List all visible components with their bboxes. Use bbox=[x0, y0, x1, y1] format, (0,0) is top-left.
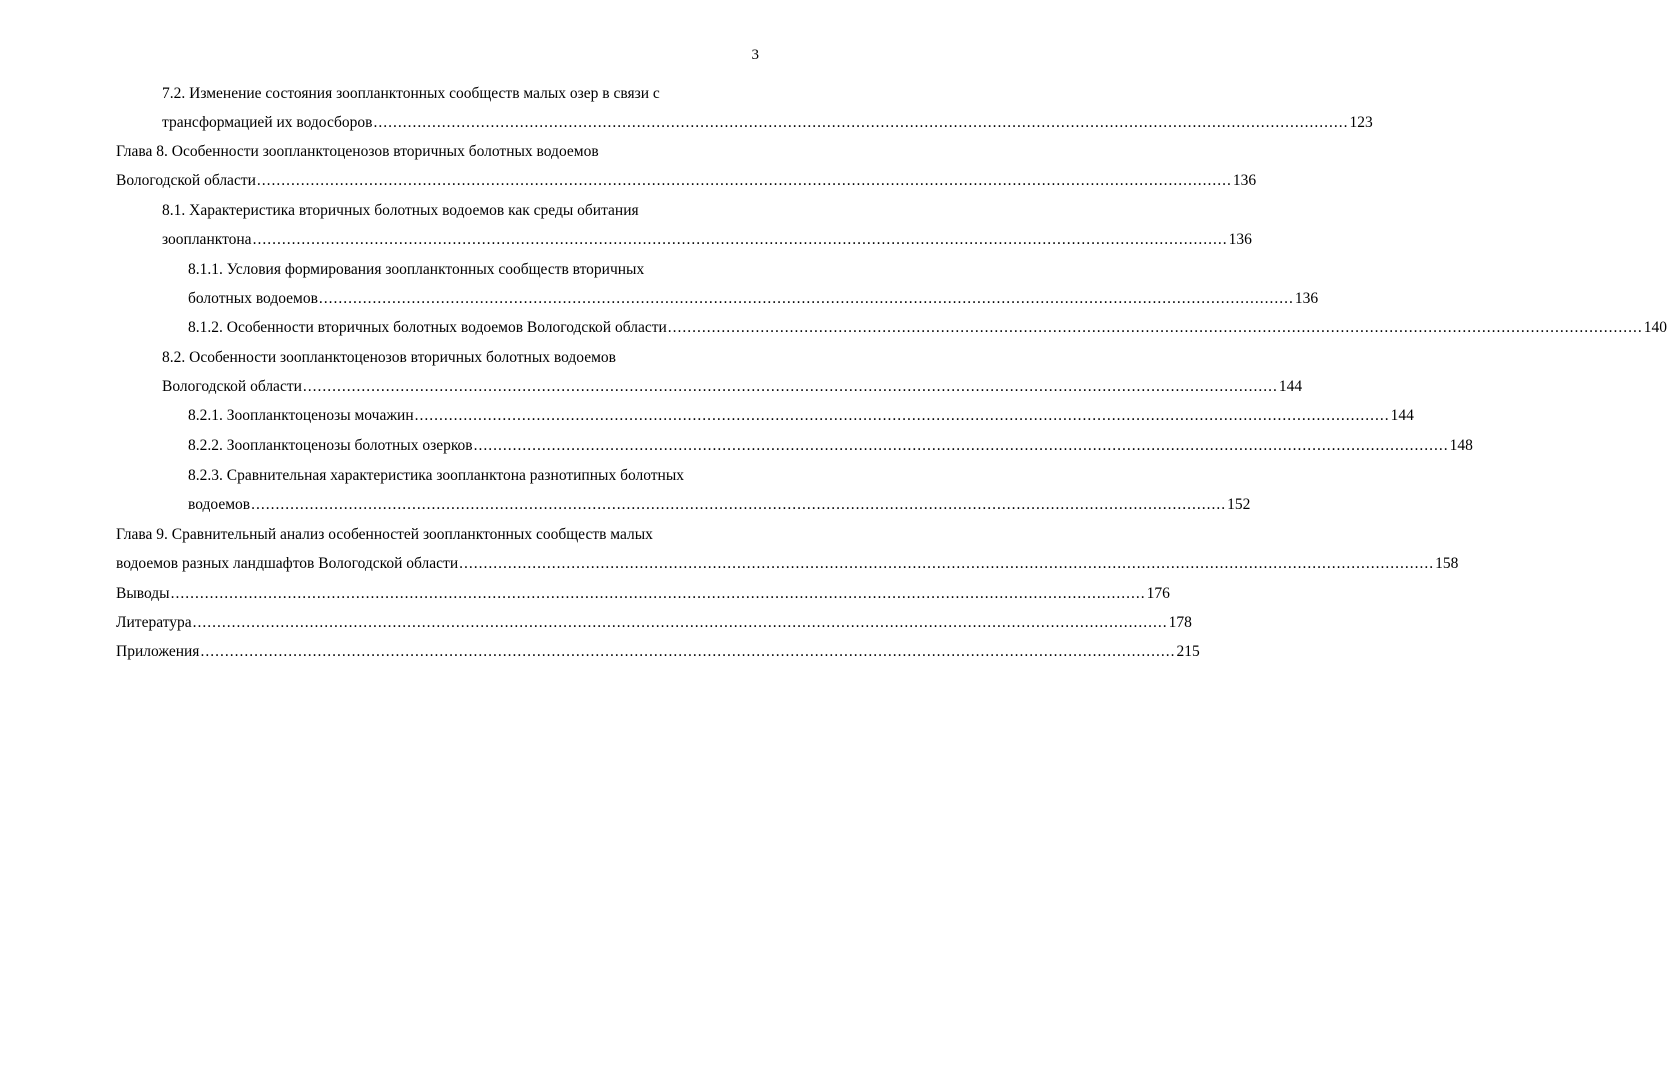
toc-literature[interactable] bbox=[116, 613, 1192, 637]
toc-page-number: 136 bbox=[1232, 172, 1257, 189]
toc-entry-8-1-1[interactable] bbox=[188, 289, 1319, 313]
toc-entry-title: болотных водоемов bbox=[188, 290, 318, 307]
dot-leader: ........................................................................................................................................................................................................ bbox=[256, 172, 1232, 189]
toc-page-number: 123 bbox=[1349, 114, 1373, 131]
toc-page-number: 144 bbox=[1390, 407, 1414, 424]
toc-entry-8-2[interactable] bbox=[162, 377, 1303, 401]
toc-entry-title: Вологодской области bbox=[116, 172, 256, 189]
toc-page-number: 136 bbox=[1294, 290, 1319, 307]
dot-leader: ........................................................................................................................................................................................................ bbox=[667, 319, 1643, 336]
toc-page-number: 178 bbox=[1168, 614, 1192, 631]
toc-page-number: 158 bbox=[1435, 555, 1459, 572]
page-number: 3 bbox=[751, 47, 759, 63]
toc-page-number: 148 bbox=[1449, 437, 1473, 454]
toc-entry-8-1-2[interactable] bbox=[188, 318, 1667, 342]
toc-appendices[interactable] bbox=[116, 642, 1200, 666]
toc-entry-title: Выводы bbox=[116, 585, 170, 602]
toc-entry-7-2[interactable] bbox=[162, 113, 1373, 137]
toc-chapter-8-line-1: Глава 8. Особенности зоопланктоценозов вторичных болотных водоемов bbox=[116, 143, 599, 160]
toc-entry-7-2-line-1: 7.2. Изменение состояния зоопланктонных сообществ малых озер в связи с bbox=[162, 85, 660, 102]
toc-page-number: 140 bbox=[1643, 319, 1667, 336]
toc-entry-title: трансформацией их водосборов bbox=[162, 114, 373, 131]
dot-leader: ........................................................................................................................................................................................................ bbox=[192, 614, 1168, 631]
dot-leader: ........................................................................................................................................................................................................ bbox=[473, 437, 1449, 454]
toc-chapter-9[interactable] bbox=[116, 554, 1459, 578]
toc-entry-title: Вологодской области bbox=[162, 378, 302, 395]
toc-entry-8-2-3[interactable] bbox=[188, 495, 1251, 519]
toc-conclusions[interactable] bbox=[116, 584, 1170, 608]
toc-page-number: 215 bbox=[1176, 643, 1200, 660]
toc-page-number: 176 bbox=[1146, 585, 1170, 602]
toc-entry-title: 8.2.1. Зоопланктоценозы мочажин bbox=[188, 407, 414, 424]
dot-leader: ........................................................................................................................................................................................................ bbox=[302, 378, 1278, 395]
toc-entry-8-1-line-1: 8.1. Характеристика вторичных болотных водоемов как среды обитания bbox=[162, 202, 639, 219]
dot-leader: ........................................................................................................................................................................................................ bbox=[170, 585, 1146, 602]
toc-chapter-8[interactable] bbox=[116, 171, 1257, 195]
dot-leader: ........................................................................................................................................................................................................ bbox=[373, 114, 1349, 131]
toc-entry-8-2-3-line-1: 8.2.3. Сравнительная характеристика зоопланктона разнотипных болотных bbox=[188, 467, 685, 484]
toc-entry-8-2-2[interactable] bbox=[188, 436, 1473, 460]
toc-chapter-9-line-1: Глава 9. Сравнительный анализ особенностей зоопланктонных сообществ малых bbox=[116, 526, 653, 543]
toc-entry-title: 8.1.2. Особенности вторичных болотных водоемов Вологодской области bbox=[188, 319, 667, 336]
toc-entry-title: зоопланктона bbox=[162, 231, 252, 248]
toc-entry-title: 8.2.2. Зоопланктоценозы болотных озерков bbox=[188, 437, 473, 454]
dot-leader: ........................................................................................................................................................................................................ bbox=[318, 290, 1294, 307]
toc-entry-8-1-1-line-1: 8.1.1. Условия формирования зоопланктонных сообществ вторичных bbox=[188, 261, 645, 278]
toc-page-number: 152 bbox=[1227, 496, 1251, 513]
toc-page-number: 136 bbox=[1228, 231, 1252, 248]
dot-leader: ........................................................................................................................................................................................................ bbox=[200, 643, 1176, 660]
toc-entry-title: Литература bbox=[116, 614, 192, 631]
dot-leader: ........................................................................................................................................................................................................ bbox=[252, 231, 1228, 248]
toc-page-number: 144 bbox=[1278, 378, 1303, 395]
toc-entry-8-2-line-1: 8.2. Особенности зоопланктоценозов вторичных болотных водоемов bbox=[162, 349, 616, 366]
toc-entry-title: водоемов разных ландшафтов Вологодской области bbox=[116, 555, 459, 572]
toc-entry-title: Приложения bbox=[116, 643, 200, 660]
toc-entry-8-1[interactable] bbox=[162, 230, 1252, 254]
toc-entry-title: водоемов bbox=[188, 496, 251, 513]
toc-entry-8-2-1[interactable] bbox=[188, 406, 1414, 430]
dot-leader: ........................................................................................................................................................................................................ bbox=[414, 407, 1390, 424]
dot-leader: ........................................................................................................................................................................................................ bbox=[459, 555, 1435, 572]
dot-leader: ........................................................................................................................................................................................................ bbox=[251, 496, 1227, 513]
